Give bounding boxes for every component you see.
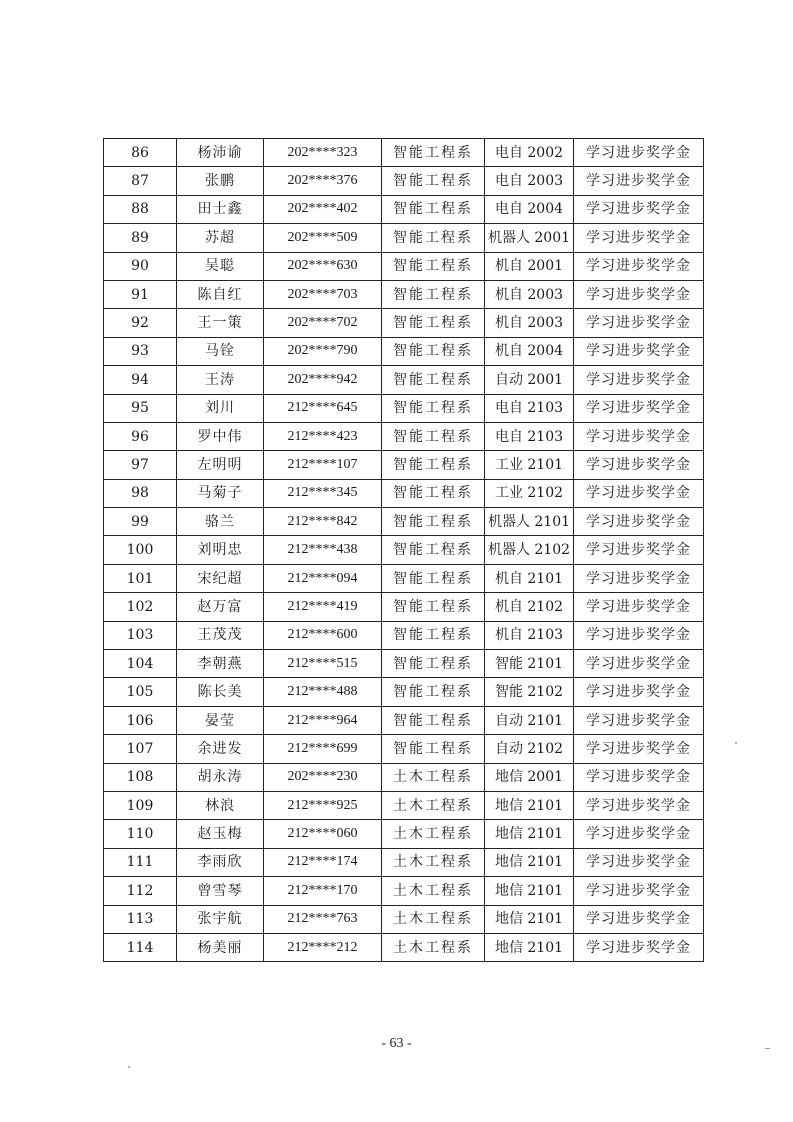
table-row: [104, 224, 704, 252]
class-name-cell: 机自 2003: [485, 309, 574, 337]
student-name-cell: 吴聪: [177, 252, 264, 280]
row-number-cell: 91: [104, 280, 177, 308]
student-name-cell: 林浪: [177, 791, 264, 819]
row-number-cell: 86: [104, 139, 177, 167]
award-type-cell: 学习进步奖学金: [574, 394, 704, 422]
class-name-cell: 电自 2002: [485, 139, 574, 167]
class-name-cell: 自动 2102: [485, 735, 574, 763]
table-row: [104, 337, 704, 365]
row-number-cell: 90: [104, 252, 177, 280]
award-type-cell: 学习进步奖学金: [574, 848, 704, 876]
row-number-cell: 98: [104, 479, 177, 507]
student-id-cell: 212****645: [264, 394, 382, 422]
student-name-cell: 张宇航: [177, 905, 264, 933]
scan-speck: [128, 1066, 130, 1068]
row-number-cell: 103: [104, 621, 177, 649]
class-name-cell: 电自 2003: [485, 167, 574, 195]
student-id-cell: 212****488: [264, 678, 382, 706]
award-type-cell: 学习进步奖学金: [574, 337, 704, 365]
class-name-cell: 智能 2102: [485, 678, 574, 706]
table-row: [104, 905, 704, 933]
student-name-cell: 田士鑫: [177, 195, 264, 223]
class-name-cell: 机自 2103: [485, 621, 574, 649]
student-id-cell: 202****323: [264, 139, 382, 167]
table-row: [104, 593, 704, 621]
award-type-cell: 学习进步奖学金: [574, 791, 704, 819]
student-name-cell: 张鹏: [177, 167, 264, 195]
student-id-cell: 212****842: [264, 508, 382, 536]
student-name-cell: 王一策: [177, 309, 264, 337]
class-name-cell: 机自 2003: [485, 280, 574, 308]
student-id-cell: 202****402: [264, 195, 382, 223]
award-type-cell: 学习进步奖学金: [574, 139, 704, 167]
student-id-cell: 212****419: [264, 593, 382, 621]
student-name-cell: 曾雪琴: [177, 877, 264, 905]
table-row: [104, 735, 704, 763]
student-name-cell: 李朝燕: [177, 650, 264, 678]
student-name-cell: 李雨欣: [177, 848, 264, 876]
table-row: [104, 508, 704, 536]
row-number-cell: 99: [104, 508, 177, 536]
class-name-cell: 机自 2101: [485, 564, 574, 592]
department-cell: 智能工程系: [382, 252, 485, 280]
student-id-cell: 212****964: [264, 706, 382, 734]
department-cell: 智能工程系: [382, 650, 485, 678]
award-type-cell: 学习进步奖学金: [574, 933, 704, 961]
award-type-cell: 学习进步奖学金: [574, 763, 704, 791]
table-row: [104, 678, 704, 706]
class-name-cell: 工业 2102: [485, 479, 574, 507]
student-id-cell: 212****170: [264, 877, 382, 905]
class-name-cell: 电自 2103: [485, 422, 574, 450]
award-type-cell: 学习进步奖学金: [574, 422, 704, 450]
student-id-cell: 212****423: [264, 422, 382, 450]
student-id-cell: 202****942: [264, 366, 382, 394]
department-cell: 智能工程系: [382, 706, 485, 734]
row-number-cell: 93: [104, 337, 177, 365]
class-name-cell: 机自 2001: [485, 252, 574, 280]
department-cell: 智能工程系: [382, 593, 485, 621]
department-cell: 智能工程系: [382, 621, 485, 649]
student-name-cell: 杨沛谕: [177, 139, 264, 167]
department-cell: 土木工程系: [382, 933, 485, 961]
table-row: [104, 252, 704, 280]
department-cell: 智能工程系: [382, 366, 485, 394]
row-number-cell: 95: [104, 394, 177, 422]
roster-body: [104, 139, 704, 962]
department-cell: 土木工程系: [382, 877, 485, 905]
row-number-cell: 113: [104, 905, 177, 933]
row-number-cell: 96: [104, 422, 177, 450]
award-type-cell: 学习进步奖学金: [574, 252, 704, 280]
student-name-cell: 苏超: [177, 224, 264, 252]
scholarship-roster-table: [103, 138, 704, 962]
class-name-cell: 地信 2101: [485, 933, 574, 961]
class-name-cell: 机器人 2101: [485, 508, 574, 536]
department-cell: 土木工程系: [382, 791, 485, 819]
row-number-cell: 87: [104, 167, 177, 195]
student-name-cell: 刘川: [177, 394, 264, 422]
department-cell: 智能工程系: [382, 139, 485, 167]
class-name-cell: 地信 2101: [485, 791, 574, 819]
student-name-cell: 余进发: [177, 735, 264, 763]
class-name-cell: 机自 2004: [485, 337, 574, 365]
row-number-cell: 97: [104, 451, 177, 479]
department-cell: 智能工程系: [382, 337, 485, 365]
award-type-cell: 学习进步奖学金: [574, 224, 704, 252]
student-name-cell: 杨美丽: [177, 933, 264, 961]
row-number-cell: 89: [104, 224, 177, 252]
student-name-cell: 马铨: [177, 337, 264, 365]
award-type-cell: 学习进步奖学金: [574, 309, 704, 337]
page-number: - 63 -: [381, 1036, 412, 1051]
class-name-cell: 电自 2103: [485, 394, 574, 422]
department-cell: 智能工程系: [382, 479, 485, 507]
student-name-cell: 陈自红: [177, 280, 264, 308]
class-name-cell: 工业 2101: [485, 451, 574, 479]
row-number-cell: 100: [104, 536, 177, 564]
table-row: [104, 621, 704, 649]
row-number-cell: 111: [104, 848, 177, 876]
student-id-cell: 212****925: [264, 791, 382, 819]
row-number-cell: 101: [104, 564, 177, 592]
table-row: [104, 536, 704, 564]
student-id-cell: 202****702: [264, 309, 382, 337]
class-name-cell: 机自 2102: [485, 593, 574, 621]
department-cell: 智能工程系: [382, 224, 485, 252]
class-name-cell: 地信 2001: [485, 763, 574, 791]
student-id-cell: 212****345: [264, 479, 382, 507]
award-type-cell: 学习进步奖学金: [574, 905, 704, 933]
department-cell: 土木工程系: [382, 848, 485, 876]
row-number-cell: 109: [104, 791, 177, 819]
department-cell: 土木工程系: [382, 763, 485, 791]
department-cell: 智能工程系: [382, 451, 485, 479]
class-name-cell: 机器人 2102: [485, 536, 574, 564]
student-id-cell: 212****107: [264, 451, 382, 479]
table-row: [104, 933, 704, 961]
department-cell: 智能工程系: [382, 564, 485, 592]
table-row: [104, 791, 704, 819]
department-cell: 智能工程系: [382, 735, 485, 763]
student-id-cell: 202****703: [264, 280, 382, 308]
department-cell: 智能工程系: [382, 422, 485, 450]
table-row: [104, 195, 704, 223]
class-name-cell: 地信 2101: [485, 848, 574, 876]
row-number-cell: 94: [104, 366, 177, 394]
award-type-cell: 学习进步奖学金: [574, 366, 704, 394]
row-number-cell: 105: [104, 678, 177, 706]
class-name-cell: 自动 2101: [485, 706, 574, 734]
student-name-cell: 王茂茂: [177, 621, 264, 649]
department-cell: 智能工程系: [382, 280, 485, 308]
student-name-cell: 赵玉梅: [177, 820, 264, 848]
class-name-cell: 电自 2004: [485, 195, 574, 223]
student-name-cell: 晏莹: [177, 706, 264, 734]
student-name-cell: 胡永涛: [177, 763, 264, 791]
table-row: [104, 848, 704, 876]
award-type-cell: 学习进步奖学金: [574, 280, 704, 308]
department-cell: 智能工程系: [382, 167, 485, 195]
award-type-cell: 学习进步奖学金: [574, 167, 704, 195]
student-id-cell: 212****060: [264, 820, 382, 848]
department-cell: 智能工程系: [382, 536, 485, 564]
row-number-cell: 106: [104, 706, 177, 734]
class-name-cell: 地信 2101: [485, 877, 574, 905]
student-id-cell: 212****699: [264, 735, 382, 763]
table-row: [104, 763, 704, 791]
student-id-cell: 212****094: [264, 564, 382, 592]
student-id-cell: 212****438: [264, 536, 382, 564]
class-name-cell: 智能 2101: [485, 650, 574, 678]
award-type-cell: 学习进步奖学金: [574, 877, 704, 905]
class-name-cell: 机器人 2001: [485, 224, 574, 252]
student-name-cell: 赵万富: [177, 593, 264, 621]
row-number-cell: 108: [104, 763, 177, 791]
student-id-cell: 212****600: [264, 621, 382, 649]
award-type-cell: 学习进步奖学金: [574, 451, 704, 479]
row-number-cell: 107: [104, 735, 177, 763]
department-cell: 智能工程系: [382, 508, 485, 536]
student-id-cell: 202****790: [264, 337, 382, 365]
department-cell: 智能工程系: [382, 195, 485, 223]
row-number-cell: 102: [104, 593, 177, 621]
table-row: [104, 820, 704, 848]
student-id-cell: 202****376: [264, 167, 382, 195]
student-name-cell: 宋纪超: [177, 564, 264, 592]
student-name-cell: 王涛: [177, 366, 264, 394]
student-name-cell: 刘明忠: [177, 536, 264, 564]
table-row: [104, 877, 704, 905]
department-cell: 智能工程系: [382, 394, 485, 422]
row-number-cell: 92: [104, 309, 177, 337]
student-id-cell: 212****174: [264, 848, 382, 876]
table-row: [104, 706, 704, 734]
table-row: [104, 422, 704, 450]
student-name-cell: 陈长美: [177, 678, 264, 706]
table-row: [104, 139, 704, 167]
award-type-cell: 学习进步奖学金: [574, 593, 704, 621]
table-row: [104, 309, 704, 337]
award-type-cell: 学习进步奖学金: [574, 820, 704, 848]
row-number-cell: 88: [104, 195, 177, 223]
award-type-cell: 学习进步奖学金: [574, 564, 704, 592]
award-type-cell: 学习进步奖学金: [574, 479, 704, 507]
row-number-cell: 110: [104, 820, 177, 848]
student-id-cell: 212****212: [264, 933, 382, 961]
scan-speck: [735, 742, 737, 744]
class-name-cell: 地信 2101: [485, 905, 574, 933]
table-row: [104, 280, 704, 308]
award-type-cell: 学习进步奖学金: [574, 735, 704, 763]
department-cell: 智能工程系: [382, 678, 485, 706]
department-cell: 土木工程系: [382, 820, 485, 848]
student-id-cell: 212****515: [264, 650, 382, 678]
table-row: [104, 564, 704, 592]
row-number-cell: 104: [104, 650, 177, 678]
award-type-cell: 学习进步奖学金: [574, 678, 704, 706]
student-id-cell: 202****630: [264, 252, 382, 280]
student-name-cell: 左明明: [177, 451, 264, 479]
department-cell: 智能工程系: [382, 309, 485, 337]
class-name-cell: 地信 2101: [485, 820, 574, 848]
award-type-cell: 学习进步奖学金: [574, 195, 704, 223]
class-name-cell: 自动 2001: [485, 366, 574, 394]
student-id-cell: 212****763: [264, 905, 382, 933]
row-number-cell: 114: [104, 933, 177, 961]
table-row: [104, 366, 704, 394]
student-id-cell: 202****509: [264, 224, 382, 252]
table-row: [104, 451, 704, 479]
table-row: [104, 394, 704, 422]
award-type-cell: 学习进步奖学金: [574, 536, 704, 564]
award-type-cell: 学习进步奖学金: [574, 706, 704, 734]
student-id-cell: 202****230: [264, 763, 382, 791]
table-row: [104, 479, 704, 507]
department-cell: 土木工程系: [382, 905, 485, 933]
award-type-cell: 学习进步奖学金: [574, 508, 704, 536]
table-row: [104, 650, 704, 678]
student-name-cell: 马菊子: [177, 479, 264, 507]
award-type-cell: 学习进步奖学金: [574, 650, 704, 678]
row-number-cell: 112: [104, 877, 177, 905]
student-name-cell: 罗中伟: [177, 422, 264, 450]
award-type-cell: 学习进步奖学金: [574, 621, 704, 649]
student-name-cell: 骆兰: [177, 508, 264, 536]
table-row: [104, 167, 704, 195]
